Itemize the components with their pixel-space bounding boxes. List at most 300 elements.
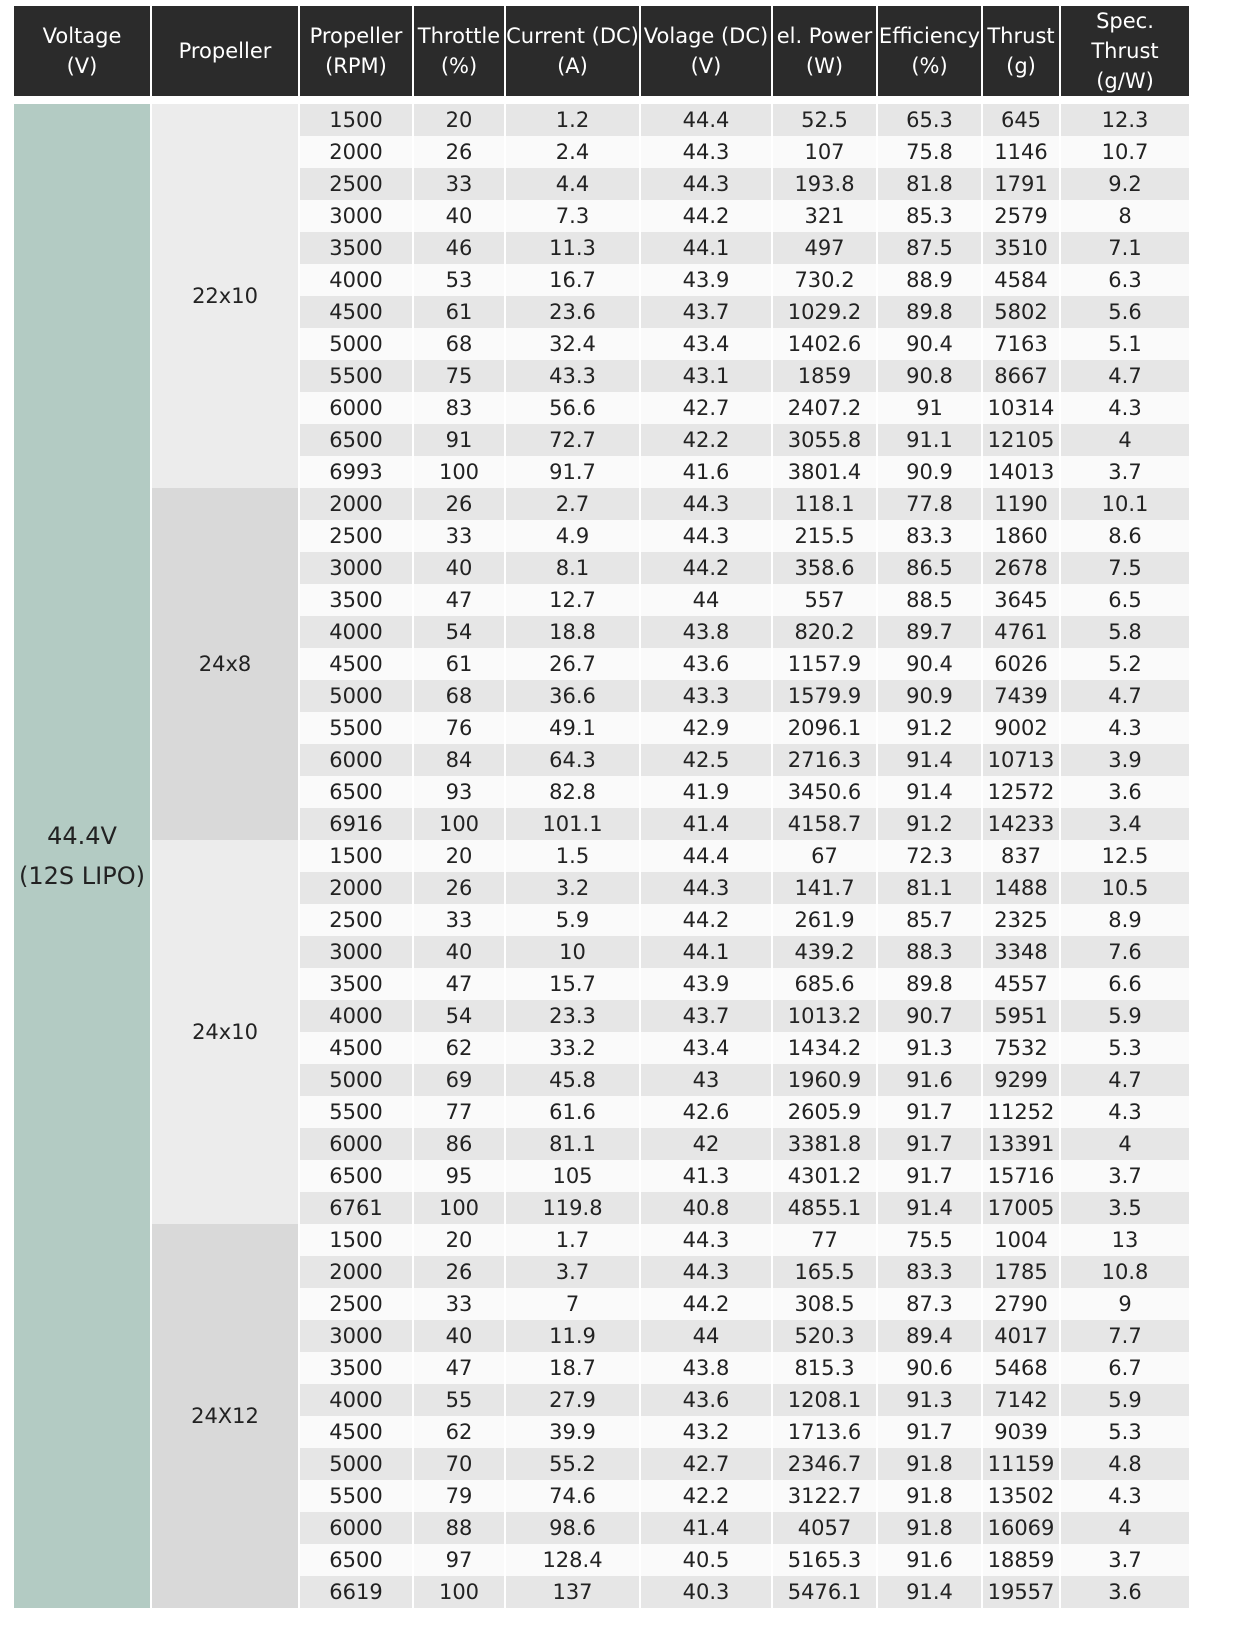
spec-thrust-cell: 4.3 bbox=[1061, 392, 1189, 424]
header-power: el. Power (W) bbox=[773, 6, 876, 96]
dc-voltage-cell: 44 bbox=[641, 1320, 771, 1352]
power-cell: 215.5 bbox=[773, 520, 876, 552]
throttle-cell: 20 bbox=[414, 840, 504, 872]
rpm-cell: 2000 bbox=[300, 1256, 412, 1288]
current-cell: 12.7 bbox=[506, 584, 639, 616]
thrust-cell: 1860 bbox=[983, 520, 1059, 552]
current-cell: 101.1 bbox=[506, 808, 639, 840]
throttle-cell: 20 bbox=[414, 1224, 504, 1256]
throttle-cell: 40 bbox=[414, 936, 504, 968]
current-cell: 64.3 bbox=[506, 744, 639, 776]
thrust-cell: 4584 bbox=[983, 264, 1059, 296]
rpm-cell: 6619 bbox=[300, 1576, 412, 1608]
spec-thrust-cell: 3.9 bbox=[1061, 744, 1189, 776]
dc-voltage-cell: 43.4 bbox=[641, 328, 771, 360]
throttle-cell: 62 bbox=[414, 1032, 504, 1064]
thrust-cell: 2678 bbox=[983, 552, 1059, 584]
dc-voltage-cell: 42.9 bbox=[641, 712, 771, 744]
power-cell: 2346.7 bbox=[773, 1448, 876, 1480]
dc-voltage-cell: 42.7 bbox=[641, 1448, 771, 1480]
dc-voltage-cell: 40.3 bbox=[641, 1576, 771, 1608]
thrust-cell: 2579 bbox=[983, 200, 1059, 232]
dc-voltage-cell: 44.3 bbox=[641, 1256, 771, 1288]
efficiency-cell: 91.3 bbox=[878, 1032, 981, 1064]
thrust-cell: 2790 bbox=[983, 1288, 1059, 1320]
thrust-cell: 7439 bbox=[983, 680, 1059, 712]
rpm-cell: 1500 bbox=[300, 840, 412, 872]
spec-thrust-cell: 5.9 bbox=[1061, 1000, 1189, 1032]
rpm-cell: 6000 bbox=[300, 392, 412, 424]
spec-thrust-cell: 10.8 bbox=[1061, 1256, 1189, 1288]
dc-voltage-cell: 44.1 bbox=[641, 936, 771, 968]
current-cell: 61.6 bbox=[506, 1096, 639, 1128]
dc-voltage-cell: 43.9 bbox=[641, 968, 771, 1000]
rpm-cell: 4500 bbox=[300, 1416, 412, 1448]
thrust-cell: 19557 bbox=[983, 1576, 1059, 1608]
thrust-cell: 9299 bbox=[983, 1064, 1059, 1096]
table-row bbox=[14, 488, 1189, 520]
efficiency-cell: 91.4 bbox=[878, 1192, 981, 1224]
power-cell: 1208.1 bbox=[773, 1384, 876, 1416]
propeller-cell: 22x10 bbox=[152, 104, 298, 488]
rpm-cell: 6916 bbox=[300, 808, 412, 840]
power-cell: 4855.1 bbox=[773, 1192, 876, 1224]
power-cell: 52.5 bbox=[773, 104, 876, 136]
efficiency-cell: 87.3 bbox=[878, 1288, 981, 1320]
thrust-cell: 4557 bbox=[983, 968, 1059, 1000]
rpm-cell: 6500 bbox=[300, 1544, 412, 1576]
throttle-cell: 26 bbox=[414, 488, 504, 520]
spec-thrust-cell: 10.1 bbox=[1061, 488, 1189, 520]
header-spacer bbox=[14, 96, 1189, 104]
rpm-cell: 6500 bbox=[300, 776, 412, 808]
thrust-cell: 12105 bbox=[983, 424, 1059, 456]
efficiency-cell: 89.8 bbox=[878, 296, 981, 328]
efficiency-cell: 91.8 bbox=[878, 1512, 981, 1544]
thrust-cell: 1785 bbox=[983, 1256, 1059, 1288]
throttle-cell: 20 bbox=[414, 104, 504, 136]
spec-thrust-cell: 4 bbox=[1061, 1128, 1189, 1160]
throttle-cell: 61 bbox=[414, 648, 504, 680]
current-cell: 10 bbox=[506, 936, 639, 968]
spec-thrust-cell: 4.8 bbox=[1061, 1448, 1189, 1480]
dc-voltage-cell: 43.3 bbox=[641, 680, 771, 712]
dc-voltage-cell: 41.4 bbox=[641, 1512, 771, 1544]
efficiency-cell: 90.4 bbox=[878, 328, 981, 360]
spec-thrust-cell: 4 bbox=[1061, 1512, 1189, 1544]
spec-thrust-cell: 4 bbox=[1061, 424, 1189, 456]
efficiency-cell: 88.3 bbox=[878, 936, 981, 968]
dc-voltage-cell: 44.2 bbox=[641, 200, 771, 232]
thrust-cell: 8667 bbox=[983, 360, 1059, 392]
rpm-cell: 4000 bbox=[300, 616, 412, 648]
power-cell: 730.2 bbox=[773, 264, 876, 296]
spec-thrust-cell: 4.7 bbox=[1061, 680, 1189, 712]
dc-voltage-cell: 43.2 bbox=[641, 1416, 771, 1448]
rpm-cell: 5000 bbox=[300, 1064, 412, 1096]
throttle-cell: 33 bbox=[414, 168, 504, 200]
power-cell: 1402.6 bbox=[773, 328, 876, 360]
spec-thrust-cell: 3.4 bbox=[1061, 808, 1189, 840]
current-cell: 23.3 bbox=[506, 1000, 639, 1032]
throttle-cell: 33 bbox=[414, 904, 504, 936]
rpm-cell: 2500 bbox=[300, 904, 412, 936]
current-cell: 2.4 bbox=[506, 136, 639, 168]
throttle-cell: 54 bbox=[414, 616, 504, 648]
efficiency-cell: 91.8 bbox=[878, 1448, 981, 1480]
spec-thrust-cell: 10.5 bbox=[1061, 872, 1189, 904]
current-cell: 1.7 bbox=[506, 1224, 639, 1256]
rpm-cell: 1500 bbox=[300, 1224, 412, 1256]
current-cell: 137 bbox=[506, 1576, 639, 1608]
current-cell: 26.7 bbox=[506, 648, 639, 680]
dc-voltage-cell: 43.6 bbox=[641, 648, 771, 680]
dc-voltage-cell: 41.9 bbox=[641, 776, 771, 808]
thrust-cell: 5468 bbox=[983, 1352, 1059, 1384]
power-cell: 3381.8 bbox=[773, 1128, 876, 1160]
current-cell: 16.7 bbox=[506, 264, 639, 296]
thrust-cell: 1004 bbox=[983, 1224, 1059, 1256]
throttle-cell: 100 bbox=[414, 1192, 504, 1224]
efficiency-cell: 83.3 bbox=[878, 1256, 981, 1288]
efficiency-cell: 88.5 bbox=[878, 584, 981, 616]
table-row bbox=[14, 840, 1189, 872]
spec-thrust-cell: 13 bbox=[1061, 1224, 1189, 1256]
dc-voltage-cell: 44.3 bbox=[641, 168, 771, 200]
voltage-cell bbox=[14, 104, 150, 1608]
rpm-cell: 3000 bbox=[300, 936, 412, 968]
rpm-cell: 4500 bbox=[300, 296, 412, 328]
rpm-cell: 5000 bbox=[300, 680, 412, 712]
efficiency-cell: 86.5 bbox=[878, 552, 981, 584]
power-cell: 2716.3 bbox=[773, 744, 876, 776]
power-cell: 815.3 bbox=[773, 1352, 876, 1384]
efficiency-cell: 65.3 bbox=[878, 104, 981, 136]
power-cell: 193.8 bbox=[773, 168, 876, 200]
power-cell: 439.2 bbox=[773, 936, 876, 968]
thrust-cell: 6026 bbox=[983, 648, 1059, 680]
rpm-cell: 6761 bbox=[300, 1192, 412, 1224]
rpm-cell: 6000 bbox=[300, 1128, 412, 1160]
rpm-cell: 3500 bbox=[300, 968, 412, 1000]
power-cell: 520.3 bbox=[773, 1320, 876, 1352]
current-cell: 82.8 bbox=[506, 776, 639, 808]
power-cell: 1013.2 bbox=[773, 1000, 876, 1032]
power-cell: 497 bbox=[773, 232, 876, 264]
rpm-cell: 2500 bbox=[300, 168, 412, 200]
spec-thrust-cell: 9 bbox=[1061, 1288, 1189, 1320]
throttle-cell: 70 bbox=[414, 1448, 504, 1480]
current-cell: 1.5 bbox=[506, 840, 639, 872]
power-cell: 820.2 bbox=[773, 616, 876, 648]
efficiency-cell: 91.4 bbox=[878, 744, 981, 776]
throttle-cell: 26 bbox=[414, 136, 504, 168]
power-cell: 3450.6 bbox=[773, 776, 876, 808]
spec-thrust-cell: 5.1 bbox=[1061, 328, 1189, 360]
power-cell: 67 bbox=[773, 840, 876, 872]
throttle-cell: 68 bbox=[414, 328, 504, 360]
power-cell: 1960.9 bbox=[773, 1064, 876, 1096]
rpm-cell: 5000 bbox=[300, 328, 412, 360]
thrust-cell: 1791 bbox=[983, 168, 1059, 200]
current-cell: 15.7 bbox=[506, 968, 639, 1000]
current-cell: 36.6 bbox=[506, 680, 639, 712]
rpm-cell: 3500 bbox=[300, 232, 412, 264]
current-cell: 32.4 bbox=[506, 328, 639, 360]
throttle-cell: 100 bbox=[414, 456, 504, 488]
current-cell: 72.7 bbox=[506, 424, 639, 456]
current-cell: 18.7 bbox=[506, 1352, 639, 1384]
power-cell: 3055.8 bbox=[773, 424, 876, 456]
dc-voltage-cell: 44 bbox=[641, 584, 771, 616]
thrust-cell: 3510 bbox=[983, 232, 1059, 264]
current-cell: 23.6 bbox=[506, 296, 639, 328]
efficiency-cell: 90.7 bbox=[878, 1000, 981, 1032]
efficiency-cell: 90.4 bbox=[878, 648, 981, 680]
power-cell: 685.6 bbox=[773, 968, 876, 1000]
power-cell: 2407.2 bbox=[773, 392, 876, 424]
dc-voltage-cell: 44.1 bbox=[641, 232, 771, 264]
power-cell: 4301.2 bbox=[773, 1160, 876, 1192]
dc-voltage-cell: 41.6 bbox=[641, 456, 771, 488]
rpm-cell: 2000 bbox=[300, 136, 412, 168]
efficiency-cell: 89.4 bbox=[878, 1320, 981, 1352]
throttle-cell: 91 bbox=[414, 424, 504, 456]
efficiency-cell: 90.6 bbox=[878, 1352, 981, 1384]
rpm-cell: 4000 bbox=[300, 1384, 412, 1416]
current-cell: 49.1 bbox=[506, 712, 639, 744]
propeller-cell: 24x8 bbox=[152, 488, 298, 840]
current-cell: 4.9 bbox=[506, 520, 639, 552]
throttle-cell: 77 bbox=[414, 1096, 504, 1128]
power-cell: 1859 bbox=[773, 360, 876, 392]
rpm-cell: 2500 bbox=[300, 520, 412, 552]
throttle-cell: 33 bbox=[414, 520, 504, 552]
current-cell: 105 bbox=[506, 1160, 639, 1192]
power-cell: 1157.9 bbox=[773, 648, 876, 680]
spec-thrust-cell: 3.7 bbox=[1061, 456, 1189, 488]
dc-voltage-cell: 44.3 bbox=[641, 1224, 771, 1256]
efficiency-cell: 75.5 bbox=[878, 1224, 981, 1256]
current-cell: 1.2 bbox=[506, 104, 639, 136]
thrust-cell: 9002 bbox=[983, 712, 1059, 744]
efficiency-cell: 89.7 bbox=[878, 616, 981, 648]
throttle-cell: 33 bbox=[414, 1288, 504, 1320]
current-cell: 11.9 bbox=[506, 1320, 639, 1352]
voltage-label: (12S LIPO) bbox=[19, 862, 145, 890]
power-cell: 557 bbox=[773, 584, 876, 616]
spec-thrust-cell: 6.5 bbox=[1061, 584, 1189, 616]
spec-thrust-cell: 4.7 bbox=[1061, 1064, 1189, 1096]
rpm-cell: 6500 bbox=[300, 424, 412, 456]
throttle-cell: 86 bbox=[414, 1128, 504, 1160]
spec-thrust-cell: 3.7 bbox=[1061, 1544, 1189, 1576]
efficiency-cell: 77.8 bbox=[878, 488, 981, 520]
thrust-cell: 1488 bbox=[983, 872, 1059, 904]
power-cell: 2096.1 bbox=[773, 712, 876, 744]
throttle-cell: 54 bbox=[414, 1000, 504, 1032]
dc-voltage-cell: 44.4 bbox=[641, 840, 771, 872]
rpm-cell: 3500 bbox=[300, 1352, 412, 1384]
current-cell: 91.7 bbox=[506, 456, 639, 488]
spec-thrust-cell: 12.5 bbox=[1061, 840, 1189, 872]
dc-voltage-cell: 44.4 bbox=[641, 104, 771, 136]
rpm-cell: 4500 bbox=[300, 648, 412, 680]
current-cell: 81.1 bbox=[506, 1128, 639, 1160]
efficiency-cell: 91.6 bbox=[878, 1064, 981, 1096]
power-cell: 3801.4 bbox=[773, 456, 876, 488]
power-cell: 1579.9 bbox=[773, 680, 876, 712]
thrust-cell: 11252 bbox=[983, 1096, 1059, 1128]
power-cell: 1713.6 bbox=[773, 1416, 876, 1448]
dc-voltage-cell: 43.7 bbox=[641, 1000, 771, 1032]
current-cell: 7 bbox=[506, 1288, 639, 1320]
thrust-cell: 16069 bbox=[983, 1512, 1059, 1544]
spec-thrust-cell: 4.3 bbox=[1061, 1096, 1189, 1128]
dc-voltage-cell: 43.8 bbox=[641, 1352, 771, 1384]
throttle-cell: 26 bbox=[414, 872, 504, 904]
throttle-cell: 55 bbox=[414, 1384, 504, 1416]
efficiency-cell: 91.2 bbox=[878, 712, 981, 744]
spec-thrust-cell: 7.5 bbox=[1061, 552, 1189, 584]
thrust-cell: 7163 bbox=[983, 328, 1059, 360]
dc-voltage-cell: 44.3 bbox=[641, 872, 771, 904]
table-row bbox=[14, 104, 1189, 136]
spec-thrust-cell: 7.7 bbox=[1061, 1320, 1189, 1352]
spec-thrust-cell: 3.5 bbox=[1061, 1192, 1189, 1224]
efficiency-cell: 91.7 bbox=[878, 1160, 981, 1192]
spec-thrust-cell: 8.6 bbox=[1061, 520, 1189, 552]
rpm-cell: 6993 bbox=[300, 456, 412, 488]
spec-thrust-cell: 6.3 bbox=[1061, 264, 1189, 296]
dc-voltage-cell: 42.7 bbox=[641, 392, 771, 424]
throttle-cell: 61 bbox=[414, 296, 504, 328]
dc-voltage-cell: 42.6 bbox=[641, 1096, 771, 1128]
current-cell: 7.3 bbox=[506, 200, 639, 232]
header-propeller: Propeller bbox=[152, 6, 298, 96]
thrust-cell: 15716 bbox=[983, 1160, 1059, 1192]
thrust-cell: 13502 bbox=[983, 1480, 1059, 1512]
efficiency-cell: 72.3 bbox=[878, 840, 981, 872]
header-efficiency: Efficiency (%) bbox=[878, 6, 981, 96]
efficiency-cell: 90.9 bbox=[878, 680, 981, 712]
efficiency-cell: 91 bbox=[878, 392, 981, 424]
rpm-cell: 2000 bbox=[300, 872, 412, 904]
rpm-cell: 3500 bbox=[300, 584, 412, 616]
current-cell: 2.7 bbox=[506, 488, 639, 520]
spec-thrust-cell: 9.2 bbox=[1061, 168, 1189, 200]
thrust-cell: 1190 bbox=[983, 488, 1059, 520]
thrust-cell: 5951 bbox=[983, 1000, 1059, 1032]
dc-voltage-cell: 41.3 bbox=[641, 1160, 771, 1192]
spec-thrust-cell: 5.6 bbox=[1061, 296, 1189, 328]
header-current: Current (DC) (A) bbox=[506, 6, 639, 96]
header-spec-thrust: Spec. Thrust (g/W) bbox=[1061, 6, 1189, 96]
current-cell: 56.6 bbox=[506, 392, 639, 424]
current-cell: 8.1 bbox=[506, 552, 639, 584]
thrust-cell: 10314 bbox=[983, 392, 1059, 424]
efficiency-cell: 91.6 bbox=[878, 1544, 981, 1576]
throttle-cell: 40 bbox=[414, 1320, 504, 1352]
dc-voltage-cell: 42.2 bbox=[641, 1480, 771, 1512]
propeller-cell: 24X12 bbox=[152, 1224, 298, 1608]
spec-thrust-cell: 4.7 bbox=[1061, 360, 1189, 392]
throttle-cell: 62 bbox=[414, 1416, 504, 1448]
throttle-cell: 47 bbox=[414, 584, 504, 616]
voltage-label: 44.4V bbox=[47, 822, 117, 850]
efficiency-cell: 90.8 bbox=[878, 360, 981, 392]
table-row bbox=[14, 1224, 1189, 1256]
dc-voltage-cell: 43.1 bbox=[641, 360, 771, 392]
spec-thrust-cell: 5.8 bbox=[1061, 616, 1189, 648]
rpm-cell: 2000 bbox=[300, 488, 412, 520]
rpm-cell: 4500 bbox=[300, 1032, 412, 1064]
efficiency-cell: 91.7 bbox=[878, 1416, 981, 1448]
thrust-cell: 11159 bbox=[983, 1448, 1059, 1480]
current-cell: 3.2 bbox=[506, 872, 639, 904]
spec-thrust-cell: 7.1 bbox=[1061, 232, 1189, 264]
dc-voltage-cell: 43.7 bbox=[641, 296, 771, 328]
dc-voltage-cell: 40.5 bbox=[641, 1544, 771, 1576]
power-cell: 308.5 bbox=[773, 1288, 876, 1320]
dc-voltage-cell: 41.4 bbox=[641, 808, 771, 840]
efficiency-cell: 91.7 bbox=[878, 1096, 981, 1128]
throttle-cell: 100 bbox=[414, 1576, 504, 1608]
current-cell: 33.2 bbox=[506, 1032, 639, 1064]
current-cell: 18.8 bbox=[506, 616, 639, 648]
spec-thrust-cell: 5.9 bbox=[1061, 1384, 1189, 1416]
rpm-cell: 5500 bbox=[300, 1480, 412, 1512]
header-throttle: Throttle (%) bbox=[414, 6, 504, 96]
dc-voltage-cell: 42 bbox=[641, 1128, 771, 1160]
power-cell: 77 bbox=[773, 1224, 876, 1256]
efficiency-cell: 88.9 bbox=[878, 264, 981, 296]
thrust-cell: 9039 bbox=[983, 1416, 1059, 1448]
power-cell: 321 bbox=[773, 200, 876, 232]
thrust-cell: 13391 bbox=[983, 1128, 1059, 1160]
rpm-cell: 6000 bbox=[300, 744, 412, 776]
throttle-cell: 47 bbox=[414, 1352, 504, 1384]
dc-voltage-cell: 43.4 bbox=[641, 1032, 771, 1064]
throttle-cell: 100 bbox=[414, 808, 504, 840]
dc-voltage-cell: 44.3 bbox=[641, 488, 771, 520]
current-cell: 74.6 bbox=[506, 1480, 639, 1512]
power-cell: 4057 bbox=[773, 1512, 876, 1544]
spec-thrust-cell: 5.3 bbox=[1061, 1416, 1189, 1448]
current-cell: 39.9 bbox=[506, 1416, 639, 1448]
spec-thrust-cell: 12.3 bbox=[1061, 104, 1189, 136]
thrust-cell: 10713 bbox=[983, 744, 1059, 776]
thrust-cell: 3348 bbox=[983, 936, 1059, 968]
efficiency-cell: 91.3 bbox=[878, 1384, 981, 1416]
efficiency-cell: 91.2 bbox=[878, 808, 981, 840]
throttle-cell: 93 bbox=[414, 776, 504, 808]
throttle-cell: 47 bbox=[414, 968, 504, 1000]
rpm-cell: 3000 bbox=[300, 1320, 412, 1352]
table-body bbox=[14, 96, 1189, 1608]
spec-thrust-cell: 3.6 bbox=[1061, 776, 1189, 808]
dc-voltage-cell: 43.6 bbox=[641, 1384, 771, 1416]
rpm-cell: 4000 bbox=[300, 1000, 412, 1032]
throttle-cell: 68 bbox=[414, 680, 504, 712]
thrust-cell: 17005 bbox=[983, 1192, 1059, 1224]
throttle-cell: 88 bbox=[414, 1512, 504, 1544]
efficiency-cell: 91.1 bbox=[878, 424, 981, 456]
current-cell: 128.4 bbox=[506, 1544, 639, 1576]
efficiency-cell: 89.8 bbox=[878, 968, 981, 1000]
dc-voltage-cell: 44.3 bbox=[641, 136, 771, 168]
header-rpm: Propeller (RPM) bbox=[300, 6, 412, 96]
